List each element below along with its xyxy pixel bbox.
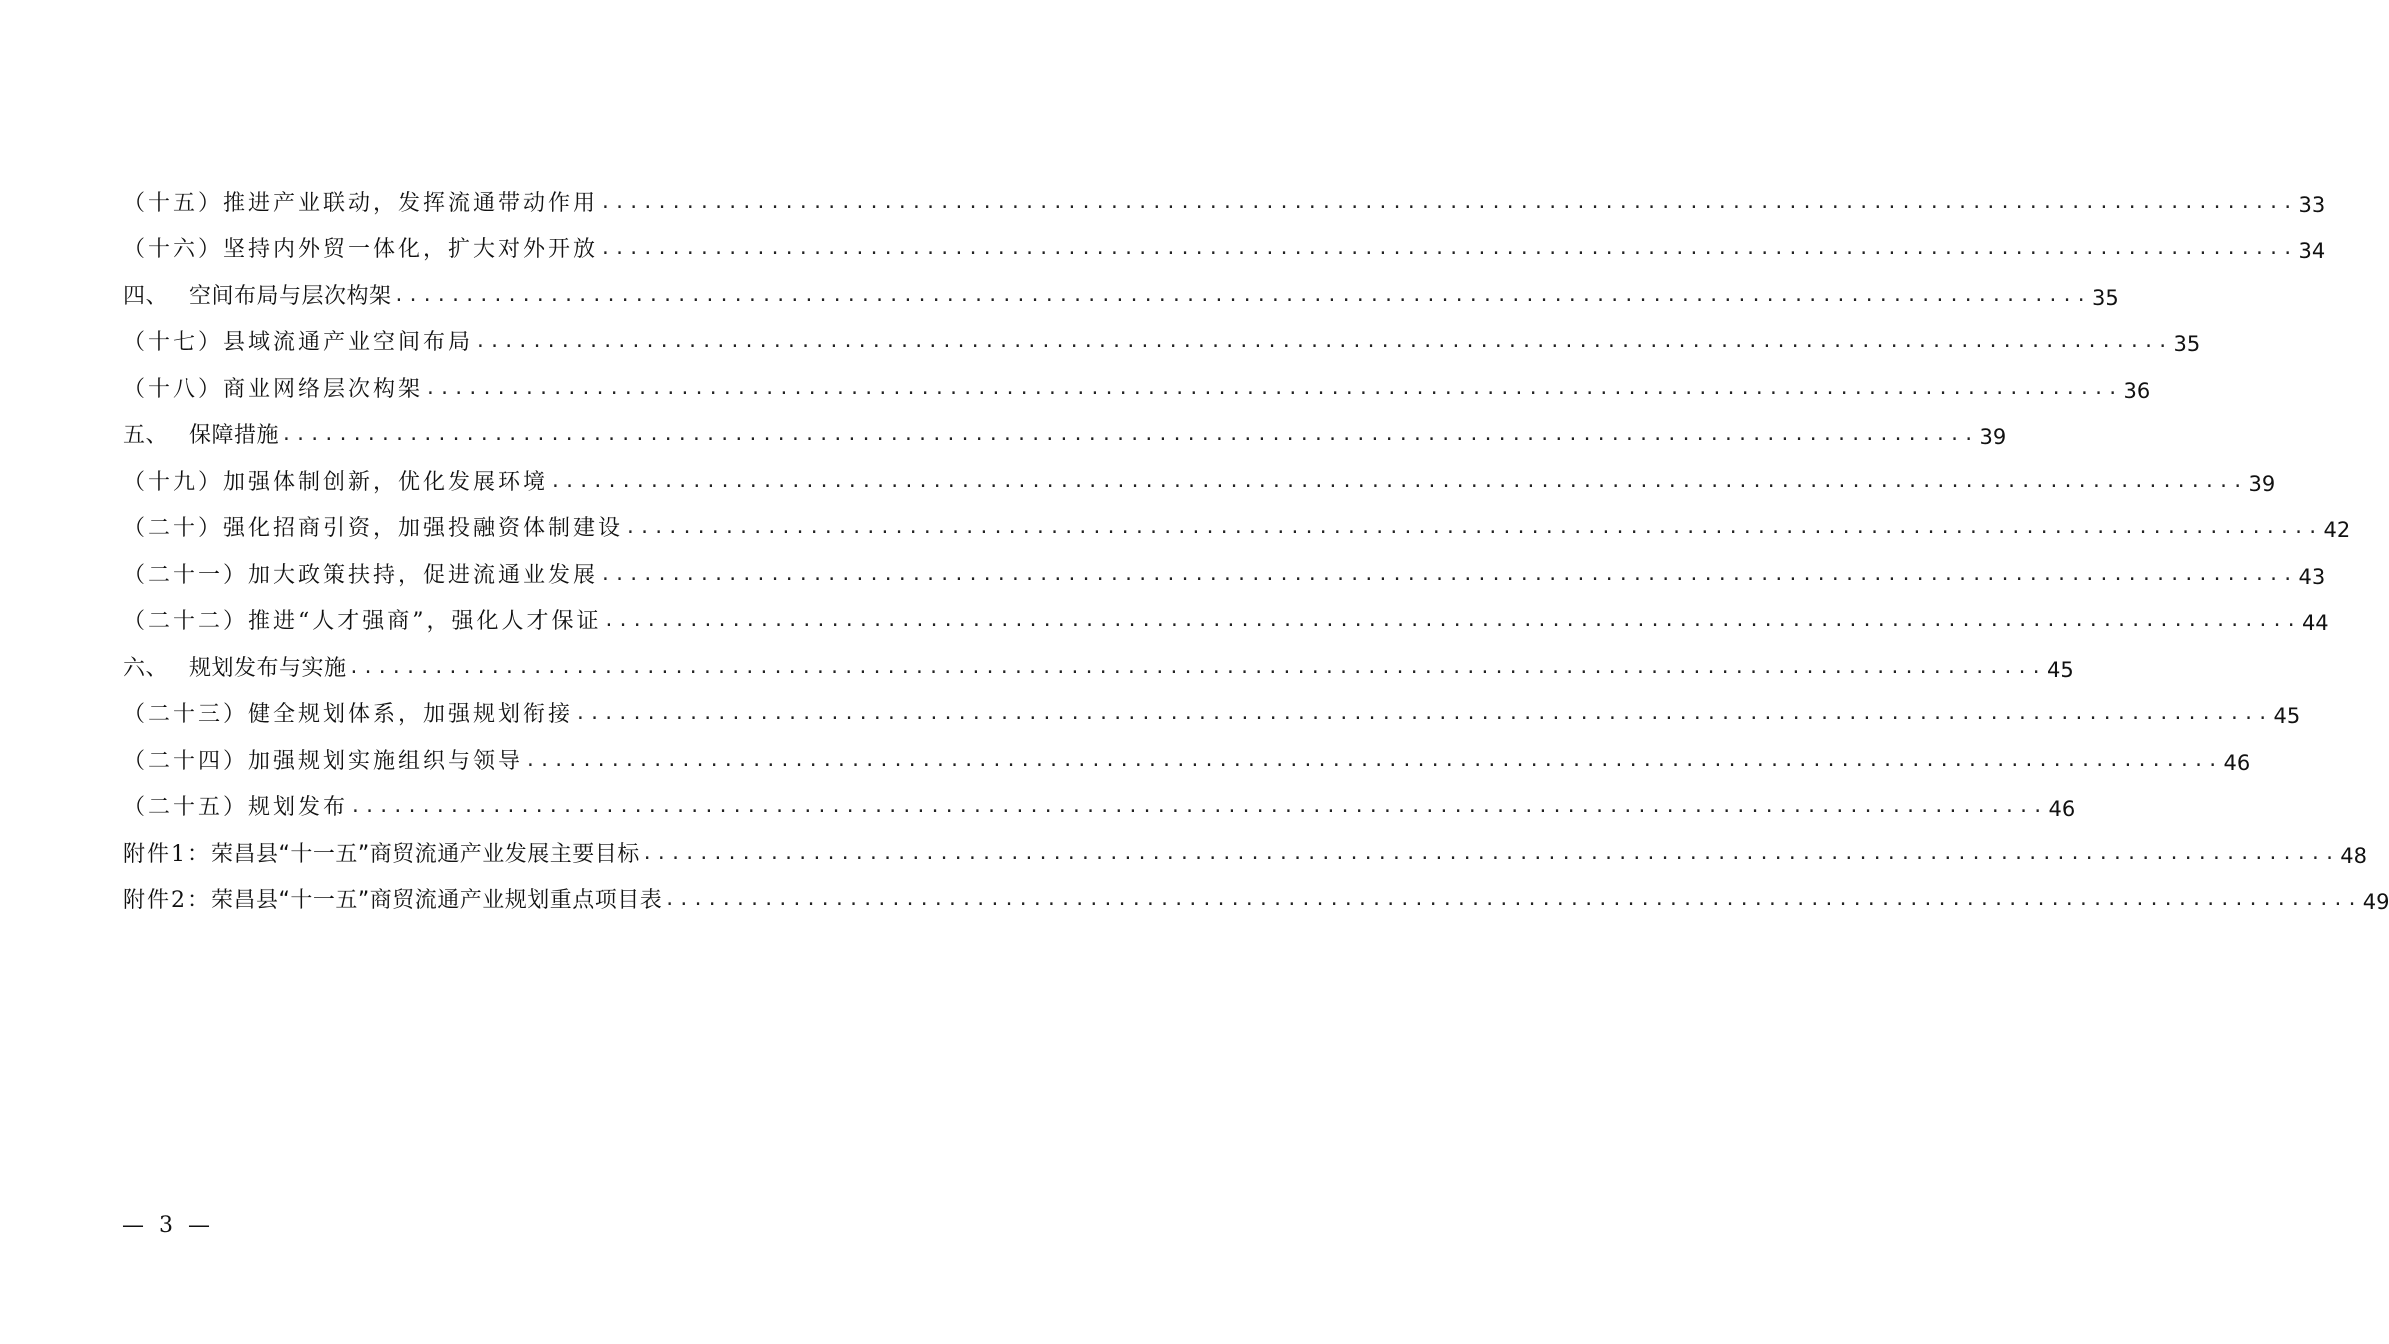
toc-section-number: 六、	[123, 655, 169, 681]
toc-page-number: 43	[2298, 564, 2326, 589]
toc-dot-leader: ........................................................................................................................	[603, 610, 2300, 631]
toc-entry-title	[123, 232, 598, 263]
toc-page-number: 34	[2298, 239, 2326, 263]
toc-list	[123, 170, 2389, 914]
toc-page-number: 35	[2173, 332, 2201, 356]
toc-page-number: 33	[2298, 192, 2326, 217]
toc-entry-title	[123, 744, 523, 775]
toc-dot-leader: ........................................................................................................................	[664, 889, 2361, 910]
page-number-footer: — 3 —	[122, 1213, 214, 1238]
toc-dot-leader: ........................................................................................................................	[575, 703, 2272, 724]
toc-page-number: 44	[2301, 611, 2329, 635]
toc-page-number: 39	[2248, 471, 2276, 496]
toc-entry-title	[123, 418, 279, 449]
toc-attachment-entry[interactable]	[123, 821, 2367, 868]
toc-entry-title	[123, 325, 473, 356]
toc-page-number: 48	[2340, 843, 2367, 868]
toc-entry-text: 保障措施	[189, 423, 280, 448]
toc-entry-title	[123, 697, 573, 728]
toc-subsection-entry[interactable]	[123, 449, 2276, 496]
toc-entry-text: 荣昌县“十一五”商贸流通产业规划重点项目表	[211, 888, 663, 913]
toc-entry-title	[123, 372, 423, 403]
toc-dot-leader: ........................................................................................................................	[600, 563, 2297, 585]
toc-entry-text: （十九）加强体制创新，优化发展环境	[123, 469, 549, 495]
toc-entry-text: （二十二）推进“人才强商”，强化人才保证	[123, 609, 602, 634]
toc-entry-text: （十六）坚持内外贸一体化，扩大对外开放	[123, 237, 599, 262]
toc-dot-leader: ........................................................................................................................	[641, 842, 2339, 864]
toc-page-number: 39	[1979, 425, 2007, 449]
toc-dot-leader: ........................................................................................................................	[350, 796, 2047, 817]
toc-subsection-entry[interactable]	[123, 496, 2351, 543]
toc-page-number: 42	[2323, 518, 2351, 542]
toc-section-entry[interactable]	[123, 403, 2007, 450]
toc-entry-text: 荣昌县“十一五”商贸流通产业发展主要目标	[211, 841, 640, 867]
toc-entry-title	[123, 558, 598, 589]
toc-entry-text: （二十四）加强规划实施组织与领导	[123, 748, 524, 774]
toc-entry-title	[123, 465, 548, 496]
toc-subsection-entry[interactable]	[123, 589, 2329, 636]
toc-subsection-entry[interactable]	[123, 775, 2076, 822]
toc-dot-leader: ........................................................................................................................	[425, 377, 2122, 399]
toc-entry-title	[123, 651, 347, 682]
toc-entry-title	[123, 511, 623, 542]
toc-section-number: 五、	[123, 423, 169, 448]
toc-entry-title	[123, 604, 602, 635]
toc-page-number: 45	[2046, 657, 2074, 682]
toc-dot-leader: ........................................................................................................................	[475, 331, 2172, 352]
toc-dot-leader: ........................................................................................................................	[393, 284, 2090, 306]
toc-dot-leader: ........................................................................................................................	[281, 424, 1978, 445]
toc-dot-leader: ........................................................................................................................	[625, 517, 2322, 538]
toc-dot-leader: ........................................................................................................................	[550, 470, 2247, 492]
toc-page-number: 49	[2362, 890, 2389, 914]
toc-dot-leader: ........................................................................................................................	[600, 191, 2297, 213]
toc-subsection-entry[interactable]	[123, 728, 2251, 775]
table-of-contents	[123, 170, 2389, 914]
toc-subsection-entry[interactable]	[123, 356, 2151, 403]
toc-dot-leader: ........................................................................................................................	[525, 749, 2222, 771]
toc-subsection-entry[interactable]	[123, 682, 2301, 729]
toc-entry-text: （二十）强化招商引资，加强投融资体制建设	[123, 516, 624, 541]
toc-dot-leader: ........................................................................................................................	[600, 238, 2297, 259]
toc-entry-title	[123, 186, 598, 217]
toc-entry-title	[123, 279, 392, 310]
toc-entry-text: 空间布局与层次构架	[189, 283, 392, 309]
toc-dot-leader: ........................................................................................................................	[348, 656, 2045, 678]
toc-entry-text: 规划发布与实施	[189, 655, 347, 681]
toc-subsection-entry[interactable]	[123, 310, 2201, 357]
toc-entry-text: （二十五）规划发布	[123, 795, 349, 820]
toc-section-entry[interactable]	[123, 635, 2074, 682]
toc-entry-text: （十七）县域流通产业空间布局	[123, 330, 474, 355]
toc-attachment-entry[interactable]	[123, 868, 2389, 915]
toc-page-number: 35	[2091, 285, 2119, 310]
toc-subsection-entry[interactable]	[123, 217, 2326, 264]
toc-entry-text: （十五）推进产业联动，发挥流通带动作用	[123, 190, 599, 216]
toc-entry-text: （二十一）加大政策扶持，促进流通业发展	[123, 562, 599, 588]
toc-section-number: 四、	[123, 283, 169, 309]
toc-entry-title	[123, 790, 348, 821]
toc-entry-text: （二十三）健全规划体系，加强规划衔接	[123, 702, 574, 727]
toc-section-entry[interactable]	[123, 263, 2119, 310]
toc-subsection-entry[interactable]	[123, 170, 2326, 217]
toc-page-number: 46	[2223, 750, 2251, 775]
toc-subsection-entry[interactable]	[123, 542, 2326, 589]
toc-entry-text: （十八）商业网络层次构架	[123, 376, 424, 402]
toc-entry-title	[123, 883, 662, 914]
toc-page-number: 36	[2123, 378, 2151, 403]
toc-page-number: 46	[2048, 797, 2076, 821]
toc-attachment-label: 附件2：	[123, 888, 211, 913]
toc-entry-title	[123, 837, 640, 868]
toc-attachment-label: 附件1：	[123, 841, 211, 867]
toc-page-number: 45	[2273, 704, 2301, 728]
